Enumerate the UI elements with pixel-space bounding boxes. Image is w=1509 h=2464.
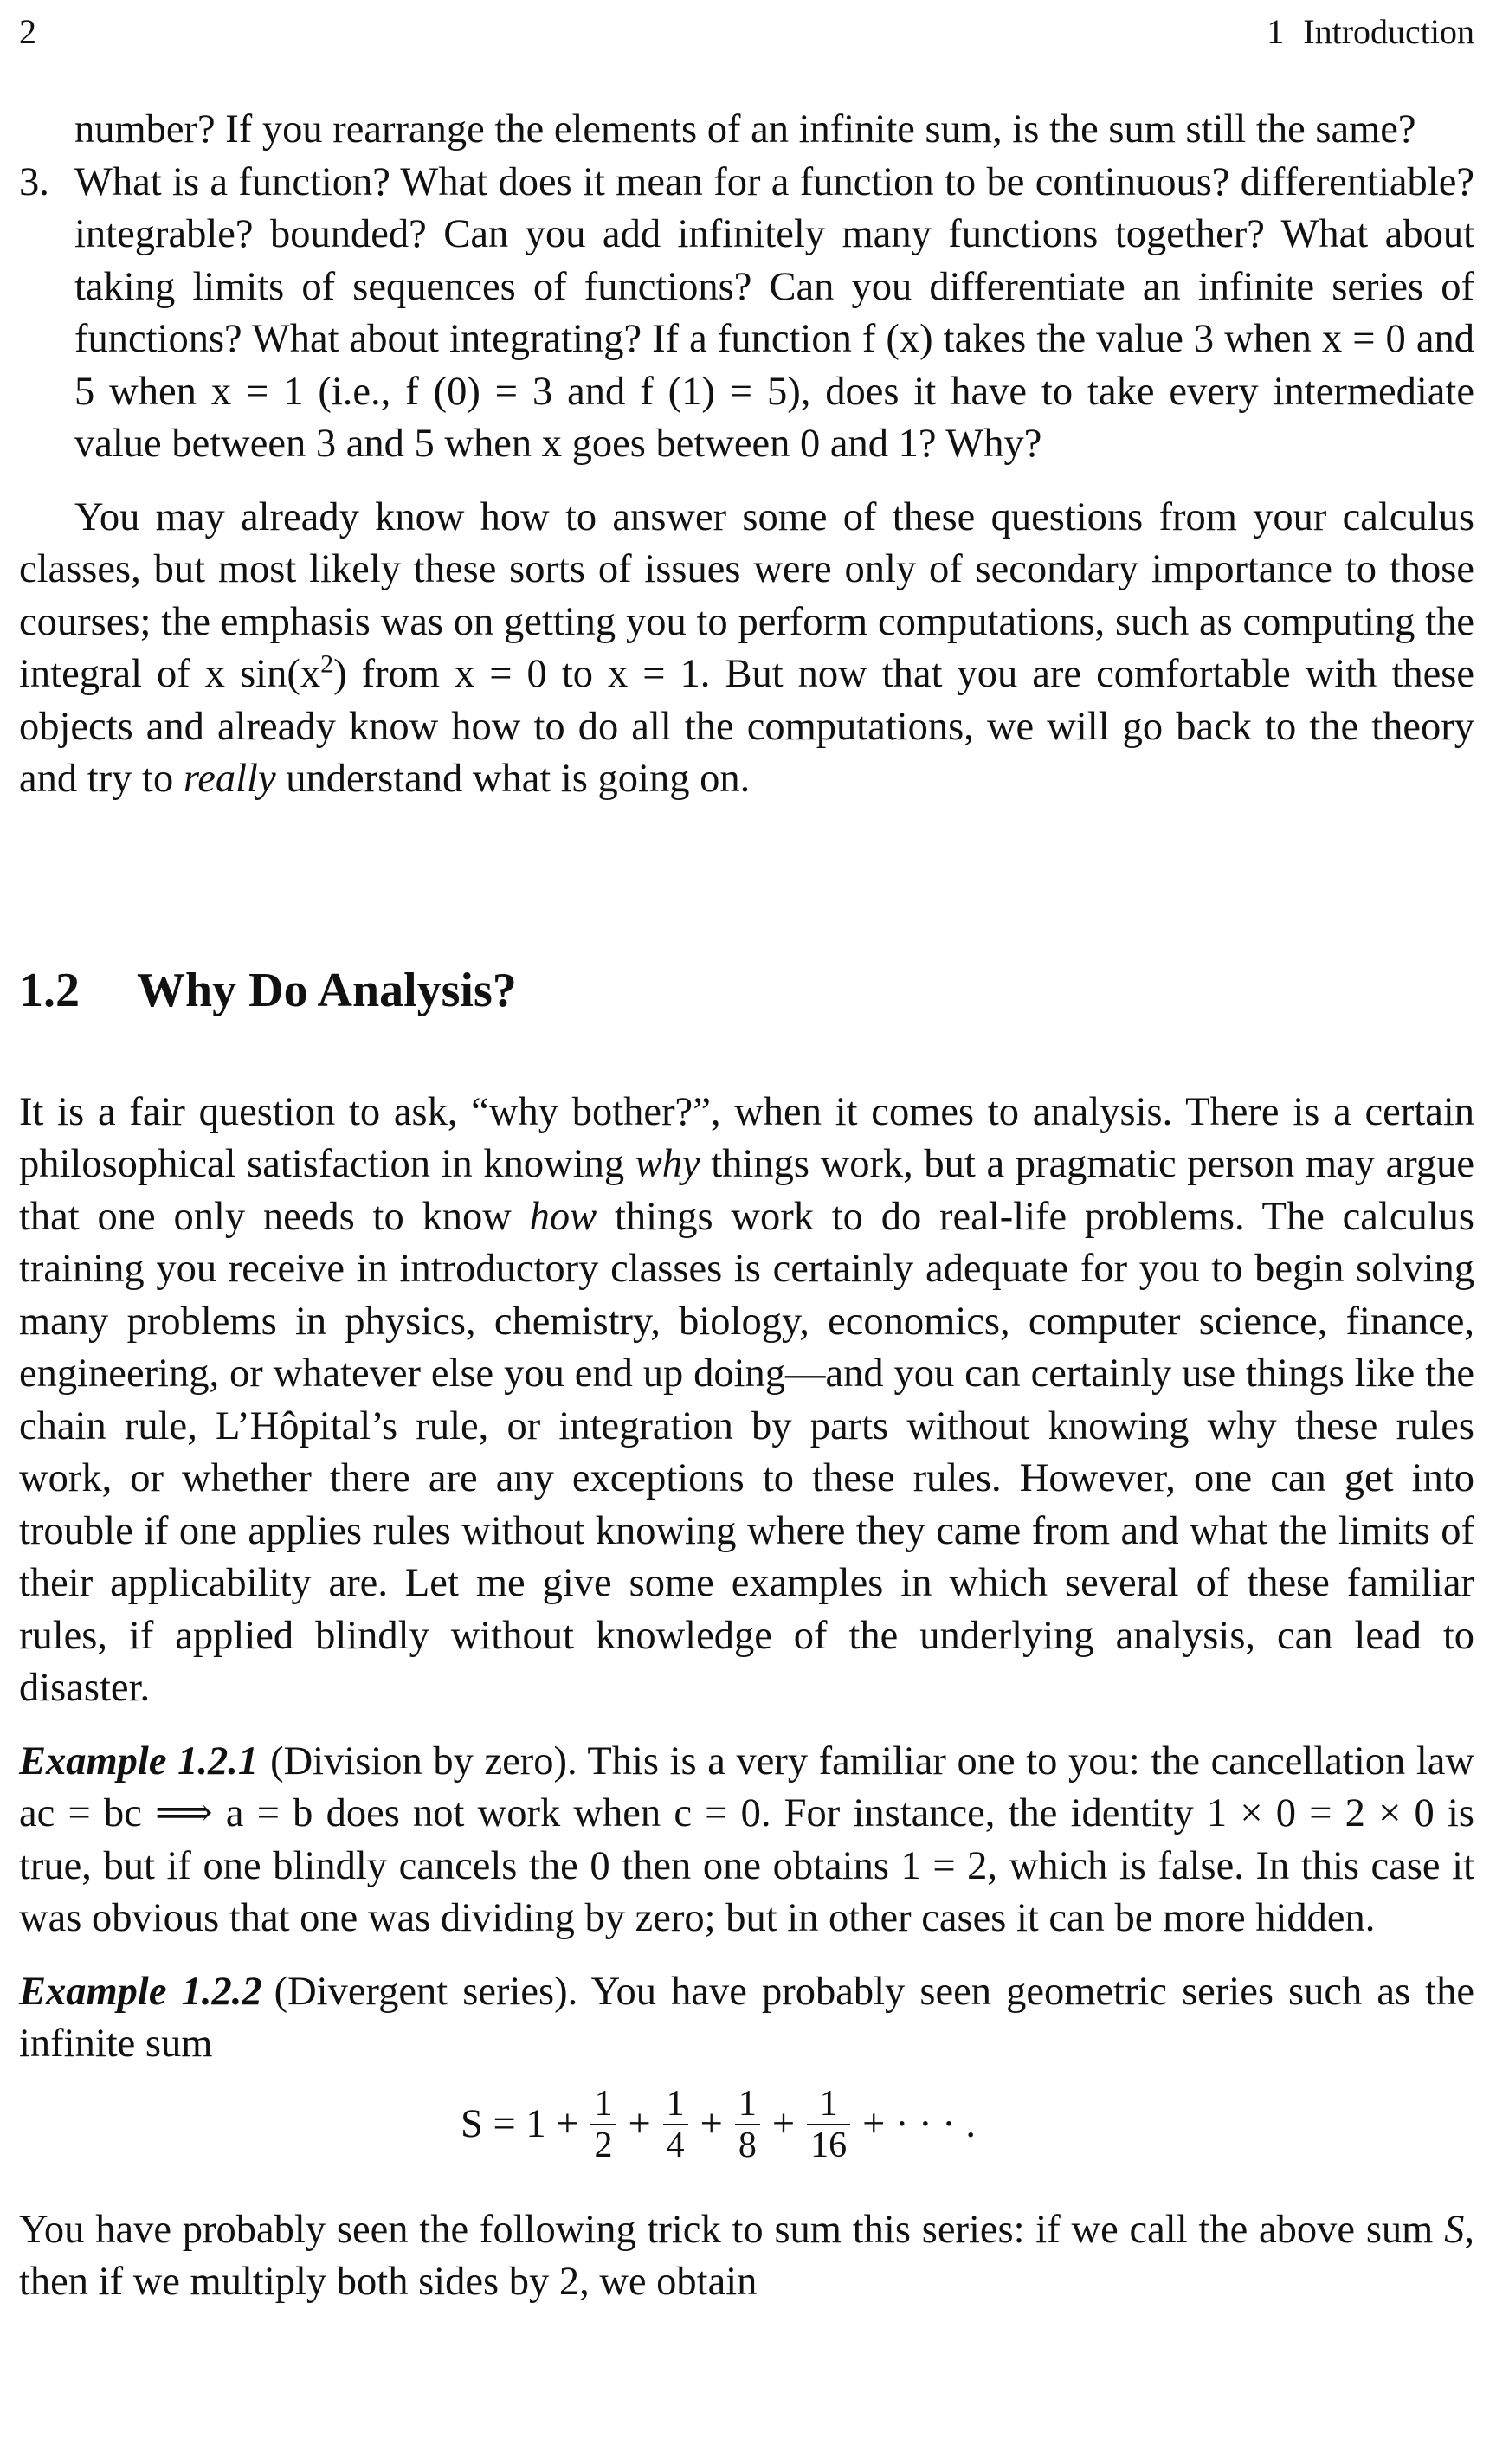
example-label: Example 1.2.2 <box>19 1969 262 2014</box>
numerator: 1 <box>738 2083 757 2124</box>
plus-sign: + <box>771 2102 796 2146</box>
equation-lhs: S = 1 + <box>461 2102 579 2146</box>
denominator: 4 <box>666 2125 685 2165</box>
list-item-text: number? If you rearrange the elements of an infinite sum, is the sum still the same? <box>74 107 1416 152</box>
emphasis: how <box>529 1194 597 1239</box>
list-item-3 <box>19 157 1474 471</box>
example-division-by-zero <box>19 1736 1474 1945</box>
chapter-heading <box>1267 10 1474 54</box>
example-label: Example 1.2.1 <box>19 1738 259 1783</box>
chapter-number: 1 <box>1267 12 1285 51</box>
numerator: 1 <box>819 2083 838 2124</box>
text-run: It is a fair question to ask, “why bother?”, when it comes to analysis. There is a certain philosophical satisfaction in knowing <box>19 1089 1474 1186</box>
text-run: things work, but a pragmatic person may argue that one only needs to know <box>19 1142 1474 1239</box>
paragraph-trick <box>19 2204 1474 2309</box>
paragraph-calculus <box>19 492 1474 806</box>
emphasis: why <box>635 1142 700 1186</box>
example-text: (Divergent series). You have probably seen geometric series such as the infinite sum <box>19 1969 1474 2066</box>
example-text: (Division by zero). This is a very familiar one to you: the cancellation law ac = bc ⟹ a = b does not work when c = 0. For instance, the identity 1 × 0 = 2 × 0 is true, but if one blindly cancels the 0 then one obtains 1 = 2, which is false. In this case it was obvious that one was dividing by zero; but in other cases it can be more hidden. <box>19 1738 1474 1940</box>
page-body <box>19 104 1474 2309</box>
text-run: , then if we multiply both sides by 2, we obtain <box>19 2207 1474 2304</box>
superscript: 2 <box>320 649 334 679</box>
page-number: 2 <box>19 12 36 51</box>
geometric-series-equation <box>19 2071 1474 2178</box>
denominator: 16 <box>810 2125 848 2165</box>
paragraph-why-bother <box>19 1087 1474 1715</box>
list-item-text: What is a function? What does it mean for a function to be continuous? differentiable? integrable? bounded? Can you add infinitely many functions together? What about taking limits of sequences of functions? Can you differentiate an infinite series of functions? What about integrating? If a function f (x) takes the value 3 when x = 0 and 5 when x = 1 (i.e., f (0) = 3 and f (1) = 5), does it have to take every intermediate value between 3 and 5 when x goes between 0 and 1? Why? <box>74 159 1474 466</box>
fraction <box>735 2084 760 2165</box>
chapter-title: Introduction <box>1303 12 1474 51</box>
numerator: 1 <box>594 2083 613 2124</box>
section-title: Why Do Analysis? <box>137 963 517 1017</box>
text-run: You may already know how to answer some of these questions from your calculus classes, but most likely these sorts of issues were only of secondary importance to those courses; the emphasis was on getting you to perform computations, such as computing the integral of x sin(x <box>19 494 1474 696</box>
fraction <box>663 2084 688 2165</box>
plus-sign: + <box>628 2102 651 2146</box>
denominator: 8 <box>738 2125 757 2165</box>
fraction <box>590 2084 616 2165</box>
text-run: You have probably seen the following trick to sum this series: if we call the above sum <box>19 2207 1445 2252</box>
numerator: 1 <box>666 2083 685 2124</box>
list-item-number: 3. <box>19 159 49 204</box>
section-number: 1.2 <box>19 963 80 1017</box>
fraction <box>807 2084 850 2165</box>
equation-tail: + · · · . <box>862 2102 976 2146</box>
denominator: 2 <box>594 2125 613 2165</box>
text-run: ) from x = 0 to x = 1. But now that you are comfortable with these objects and already know how to do all the computations, we will go back to the theory and try to <box>19 652 1474 801</box>
emphasis: S <box>1444 2207 1465 2252</box>
running-header <box>19 10 1474 54</box>
text-run: understand what is going on. <box>275 757 751 801</box>
emphasis: really <box>183 757 276 801</box>
list-item-2-continuation <box>19 104 1474 157</box>
section-heading <box>19 960 1474 1021</box>
plus-sign: + <box>700 2102 723 2146</box>
example-divergent-series <box>19 1966 1474 2071</box>
text-run: things work to do real-life problems. The calculus training you receive in introductory classes is certainly adequate for you to begin solving many problems in physics, chemistry, biology, economics, computer science, finance, engineering, or whatever else you end up doing—and you can certainly use things like the chain rule, L’Hôpital’s rule, or integration by parts without knowing why these rules work, or whether there are any exceptions to these rules. However, one can get into trouble if one applies rules without knowing where they came from and what the limits of their applicability are. Let me give some examples in which several of these familiar rules, if applied blindly without knowledge of the underlying analysis, can lead to disaster. <box>19 1194 1474 1710</box>
